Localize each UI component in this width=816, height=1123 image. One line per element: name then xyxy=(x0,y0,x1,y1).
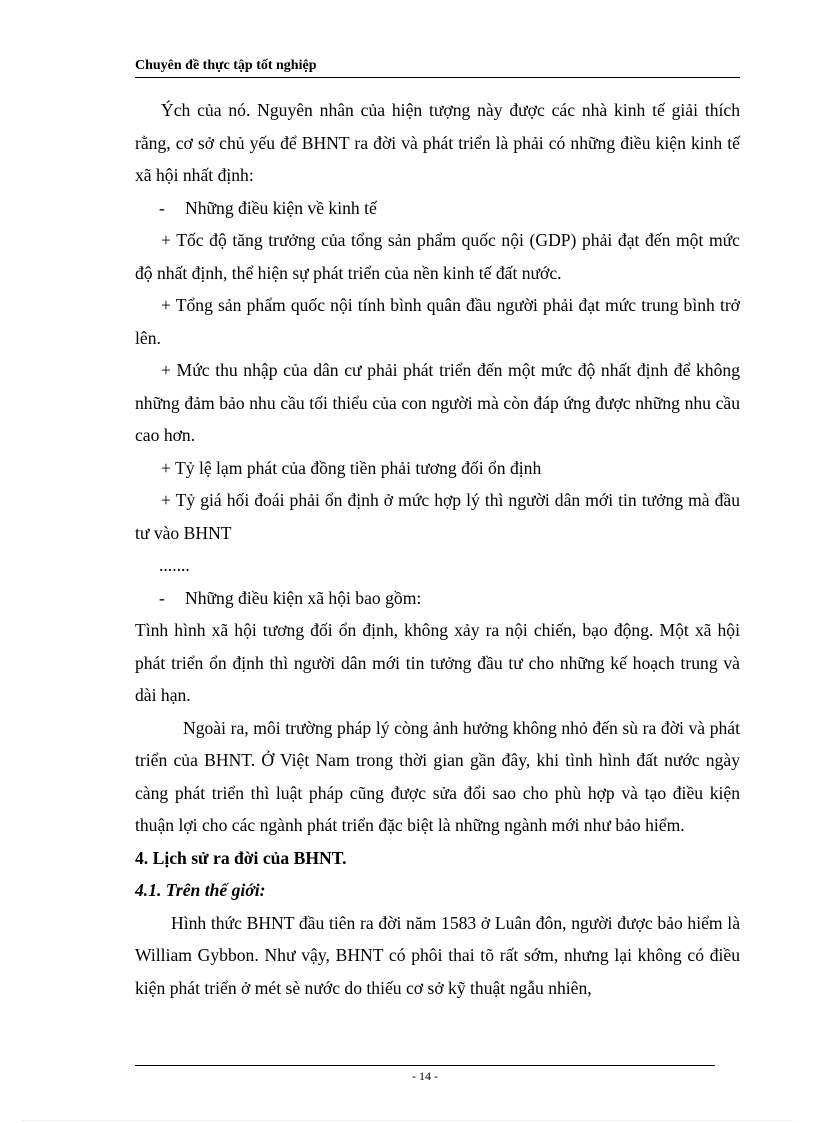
page-edge-dotted-line xyxy=(22,1120,794,1121)
paragraph: Hình thức BHNT đầu tiên ra đời năm 1583 ở Luân đôn, người được bảo hiểm là William Gybbon. Như vậy, BHNT có phôi thai tõ rất sớm, nhưng lại không có điều kiện phát triển ở mét sè nước do thiếu cơ sở kỹ thuật ngẫu nhiên, xyxy=(135,912,740,998)
paragraph: + Mức thu nhập của dân cư phải phát triển đến một mức độ nhất định để không những đảm bảo nhu cầu tối thiểu của con người mà còn đáp ứng được những nhu cầu cao hơn. xyxy=(135,360,740,445)
paragraph: Ngoài ra, môi trường pháp lý còng ảnh hưởng không nhỏ đến sù ra đời và phát triển của BHNT. Ở Việt Nam trong thời gian gần đây, khi tình hình đất nước ngày càng phát triển thì luật pháp cũng được sửa đổi sao cho phù hợp và tạo điều kiện thuận lợi cho các ngành phát triển đặc biệt là những ngành mới như bảo hiểm. xyxy=(135,717,740,835)
subsection-heading: 4.1. Trên thế giới: xyxy=(135,880,266,900)
paragraph: + Tốc độ tăng trưởng của tổng sản phẩm quốc nội (GDP) phải đạt đến một mức độ nhất định, thể hiện sự phát triển của nền kinh tế đất nước. xyxy=(135,230,740,283)
page-header xyxy=(135,57,740,78)
footer-divider xyxy=(135,1065,715,1066)
list-item xyxy=(135,192,740,225)
list-bullet: - xyxy=(159,197,165,218)
document-body xyxy=(135,94,740,1004)
ellipsis-line: ....... xyxy=(159,555,190,575)
paragraph: + Tỷ giá hối đoái phải ổn định ở mức hợp lý thì người dân mới tin tưởng mà đầu tư vào BHNT xyxy=(135,490,740,543)
paragraph: + Tỷ lệ lạm phát của đồng tiền phải tương đối ổn định xyxy=(161,457,542,478)
paragraph: + Tổng sản phẩm quốc nội tính bình quân đầu người phải đạt mức trung bình trở lên. xyxy=(135,295,740,348)
page-number: - 14 - xyxy=(412,1069,438,1083)
list-item-text: Những điều kiện xã hội bao gồm: xyxy=(185,587,422,608)
paragraph: Tình hình xã hội tương đối ổn định, không xảy ra nội chiến, bạo động. Một xã hội phát triển ổn định thì người dân mới tin tưởng đầu tư cho những kế hoạch trung và dài hạn. xyxy=(135,620,740,705)
header-title: Chuyên đề thực tập tốt nghiệp xyxy=(135,58,317,73)
list-item xyxy=(135,582,740,615)
list-item-text: Những điều kiện về kinh tế xyxy=(185,197,377,218)
list-bullet: - xyxy=(159,587,165,608)
section-heading: 4. Lịch sử ra đời của BHNT. xyxy=(135,847,347,868)
paragraph: Ých của nó. Nguyên nhân của hiện tượng này được các nhà kinh tế giải thích rằng, cơ sở chủ yếu để BHNT ra đời và phát triển là phải có những điều kiện kinh tế xã hội nhất định: xyxy=(135,100,740,185)
